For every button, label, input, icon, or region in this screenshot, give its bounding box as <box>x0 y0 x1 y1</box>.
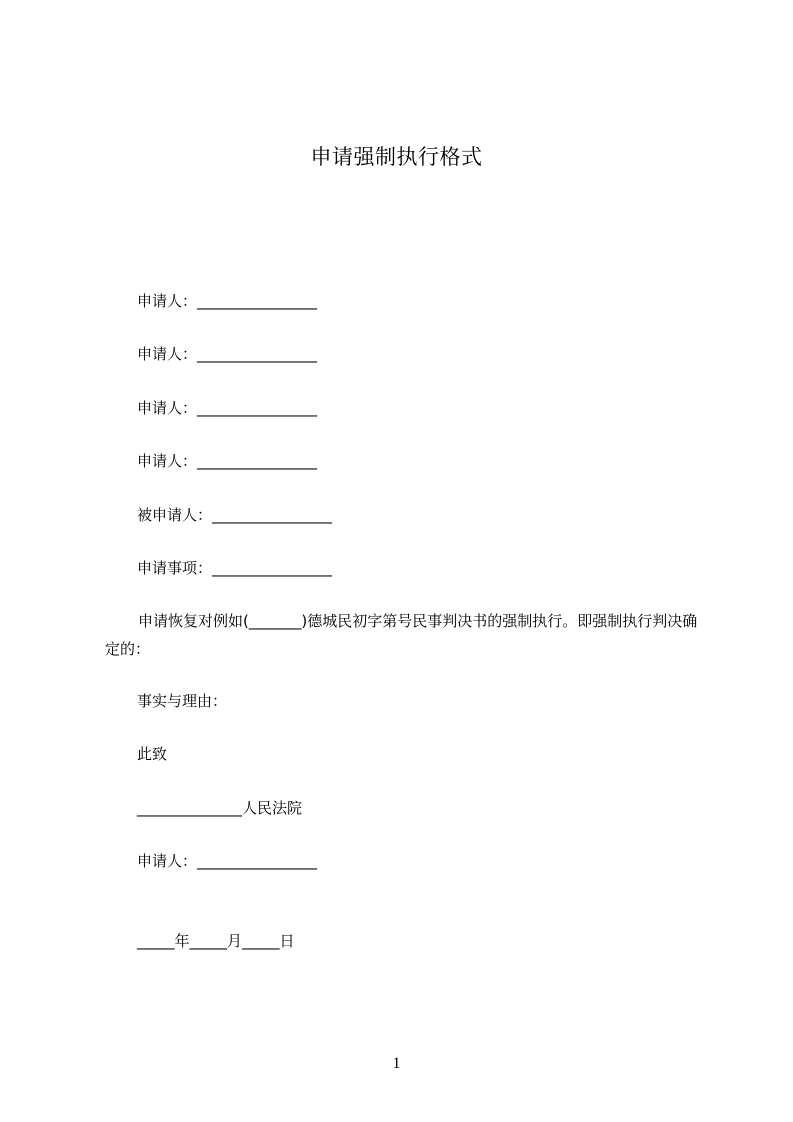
application-matter-label: 申请事项： <box>137 559 213 577</box>
year-label: 年 <box>174 932 190 950</box>
signature-line <box>137 850 317 872</box>
month-label: 月 <box>227 932 243 950</box>
document-title: 申请强制执行格式 <box>310 145 483 169</box>
court-blank[interactable]: ______________ <box>137 799 242 817</box>
application-matter-field <box>137 557 332 579</box>
respondent-label: 被申请人： <box>137 506 213 524</box>
day-label: 日 <box>279 932 295 950</box>
application-matter-blank[interactable]: ________________ <box>212 559 333 577</box>
respondent-blank[interactable]: ________________ <box>212 506 333 524</box>
closing-text: 此致 <box>137 745 168 763</box>
applicant-field-1 <box>137 290 317 312</box>
applicant-field-3 <box>137 397 317 419</box>
court-line <box>137 797 302 819</box>
applicant-blank-2[interactable]: ________________ <box>197 345 318 363</box>
applicant-label-3: 申请人： <box>137 399 198 417</box>
year-blank[interactable]: _____ <box>137 932 175 950</box>
applicant-label-1: 申请人： <box>137 292 198 310</box>
date-line <box>137 930 295 952</box>
signature-label: 申请人： <box>137 852 198 870</box>
signature-blank[interactable]: ________________ <box>197 852 318 870</box>
body-paragraph <box>105 607 705 663</box>
page-number: 1 <box>392 1055 401 1072</box>
court-suffix: 人民法院 <box>242 799 303 817</box>
body-paragraph-text: 申请恢复对例如(_______)德城民初字第号民事判决书的强制执行。即强制执行判决确定的： <box>105 612 698 658</box>
applicant-blank-1[interactable]: ________________ <box>197 292 318 310</box>
facts-label: 事实与理由： <box>137 692 228 710</box>
applicant-blank-4[interactable]: ________________ <box>197 452 318 470</box>
day-blank[interactable]: _____ <box>242 932 280 950</box>
month-blank[interactable]: _____ <box>189 932 228 950</box>
applicant-field-2 <box>137 343 317 365</box>
respondent-field <box>137 504 332 526</box>
applicant-field-4 <box>137 450 317 472</box>
applicant-blank-3[interactable]: ________________ <box>197 399 318 417</box>
applicant-label-2: 申请人： <box>137 345 198 363</box>
applicant-label-4: 申请人： <box>137 452 198 470</box>
